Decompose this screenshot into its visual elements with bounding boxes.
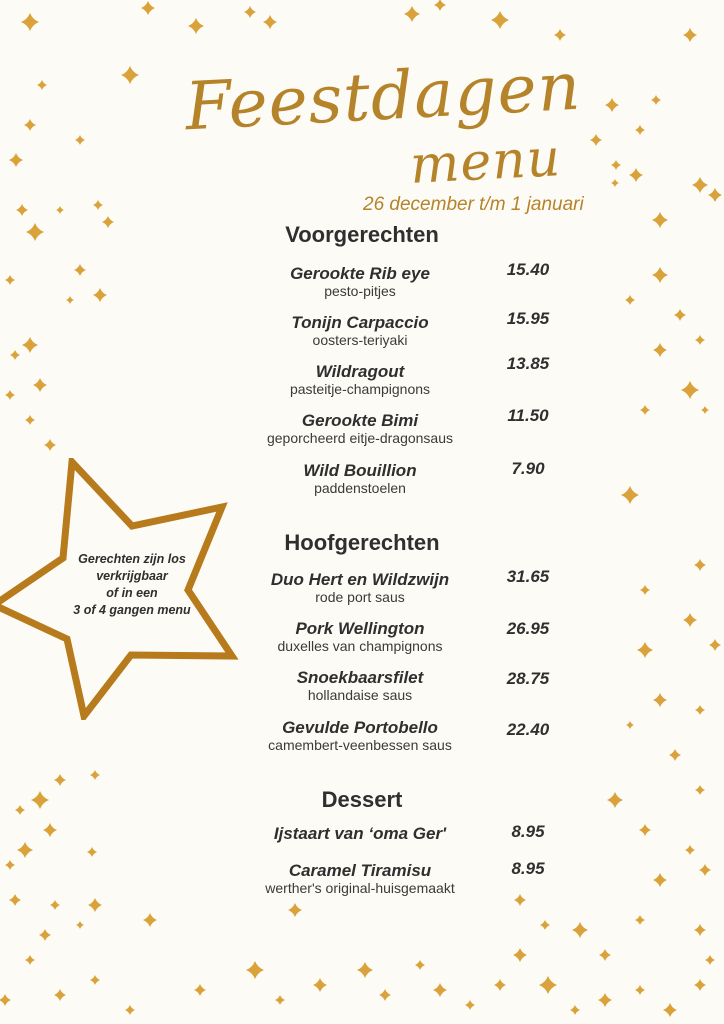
sparkle-star-icon — [540, 920, 550, 930]
title-menu: menu — [408, 128, 563, 196]
dish-price: 8.95 — [511, 822, 545, 841]
sparkle-star-icon — [465, 1000, 475, 1010]
sparkle-star-icon — [434, 0, 446, 11]
sparkle-star-icon — [66, 296, 74, 304]
sparkle-star-icon — [652, 212, 668, 228]
sparkle-star-icon — [635, 125, 645, 135]
sparkle-star-icon — [415, 960, 425, 970]
section-title-voorgerechten: Voorgerechten — [285, 222, 439, 247]
dish-name: Pork Wellington — [295, 619, 425, 638]
dish-name: Wild Bouillion — [303, 461, 417, 480]
sparkle-star-icon — [621, 486, 639, 504]
sparkle-star-icon — [33, 378, 47, 392]
sparkle-star-icon — [5, 860, 15, 870]
sparkle-star-icon — [625, 295, 635, 305]
dish-description: pasteitje-champignons — [289, 381, 431, 397]
sparkle-star-icon — [246, 961, 264, 979]
sparkle-star-icon — [5, 390, 15, 400]
sparkle-star-icon — [639, 824, 651, 836]
sparkle-star-icon — [50, 900, 60, 910]
sparkle-star-icon — [554, 29, 566, 41]
sparkle-star-icon — [640, 585, 650, 595]
sparkle-star-icon — [141, 1, 155, 15]
sparkle-star-icon — [25, 955, 35, 965]
dish-name: Gevulde Portobello — [282, 718, 438, 737]
section-title-dessert: Dessert — [321, 787, 403, 812]
dish-price: 15.40 — [506, 260, 550, 279]
sparkle-star-icon — [194, 984, 206, 996]
dish-name: Wildragout — [315, 362, 405, 381]
dish-price: 15.95 — [506, 309, 550, 328]
sparkle-star-icon — [5, 275, 15, 285]
sparkle-star-icon — [694, 559, 706, 571]
dish-name: Snoekbaarsfilet — [296, 668, 424, 687]
menu-item — [230, 824, 490, 843]
sparkle-star-icon — [357, 962, 373, 978]
sparkle-star-icon — [694, 924, 706, 936]
dish-description: duxelles van champignons — [277, 638, 443, 654]
dish-name: Caramel Tiramisu — [288, 861, 432, 880]
sparkle-star-icon — [76, 921, 84, 929]
sparkle-star-icon — [674, 309, 686, 321]
dish-name: Duo Hert en Wildzwijn — [270, 570, 450, 589]
sparkle-star-icon — [572, 922, 588, 938]
date-range: 26 december t/m 1 januari — [363, 194, 584, 215]
sparkle-star-icon — [653, 873, 667, 887]
dish-price: 22.40 — [506, 720, 550, 739]
dish-price: 26.95 — [506, 619, 550, 638]
sparkle-star-icon — [599, 949, 611, 961]
menu-item — [230, 461, 490, 496]
sparkle-star-icon — [188, 18, 204, 34]
sparkle-star-icon — [90, 975, 100, 985]
sparkle-star-icon — [695, 335, 705, 345]
sparkle-star-icon — [88, 898, 102, 912]
sparkle-star-icon — [635, 985, 645, 995]
dish-price: 11.50 — [507, 406, 549, 425]
sparkle-star-icon — [590, 134, 602, 146]
sparkle-star-icon — [635, 915, 645, 925]
sparkle-star-icon — [288, 903, 302, 917]
sparkle-star-icon — [56, 206, 64, 214]
dish-name: Tonijn Carpaccio — [291, 313, 429, 332]
sparkle-star-icon — [22, 337, 38, 353]
sparkle-star-icon — [695, 705, 705, 715]
sparkle-star-icon — [313, 978, 327, 992]
sparkle-star-icon — [37, 80, 47, 90]
menu-item — [230, 264, 490, 299]
menu-item — [230, 718, 490, 753]
sparkle-star-icon — [683, 28, 697, 42]
sparkle-star-icon — [16, 204, 28, 216]
sparkle-star-icon — [626, 721, 634, 729]
sparkle-star-icon — [433, 983, 447, 997]
dish-description: hollandaise saus — [307, 687, 413, 703]
sparkle-star-icon — [24, 119, 36, 131]
sparkle-star-icon — [494, 979, 506, 991]
note-line: of in een — [106, 586, 158, 600]
sparkle-star-icon — [611, 160, 621, 170]
menu-item — [230, 362, 490, 397]
menu-item — [230, 313, 490, 348]
sparkle-star-icon — [15, 805, 25, 815]
sparkle-star-icon — [102, 216, 114, 228]
dish-price: 28.75 — [506, 669, 550, 688]
sparkle-star-icon — [93, 288, 107, 302]
sparkle-star-icon — [491, 11, 509, 29]
sparkle-star-icon — [10, 350, 20, 360]
sparkle-star-icon — [709, 639, 721, 651]
menu-item — [230, 619, 490, 654]
sparkle-star-icon — [611, 179, 619, 187]
sparkle-star-icon — [607, 792, 623, 808]
sparkle-star-icon — [26, 223, 44, 241]
sparkle-star-icon — [539, 976, 557, 994]
dish-price: 8.95 — [511, 859, 545, 878]
sparkle-star-icon — [25, 415, 35, 425]
sparkle-star-icon — [640, 405, 650, 415]
sparkle-star-icon — [653, 693, 667, 707]
note-line: 3 of 4 gangen menu — [73, 603, 191, 617]
dish-description: geporcheerd eitje-dragonsaus — [266, 430, 453, 446]
sparkle-star-icon — [692, 177, 708, 193]
sparkle-star-icon — [31, 791, 49, 809]
sparkle-star-icon — [598, 993, 612, 1007]
dish-description: paddenstoelen — [314, 480, 406, 496]
sparkle-star-icon — [570, 1005, 580, 1015]
dish-name: Gerookte Bimi — [301, 411, 419, 430]
sparkle-star-icon — [651, 95, 661, 105]
sparkle-star-icon — [605, 98, 619, 112]
title-feestdagen: Feestdagen — [183, 47, 583, 146]
sparkle-star-icon — [43, 823, 57, 837]
dish-description: rode port saus — [315, 589, 405, 605]
dish-name: Ijstaart van ‘oma Ger' — [273, 824, 447, 843]
sparkle-star-icon — [694, 979, 706, 991]
combo-note — [52, 551, 212, 619]
sparkle-star-icon — [404, 6, 420, 22]
sparkle-star-icon — [74, 264, 86, 276]
dish-description: camembert-veenbessen saus — [268, 737, 452, 753]
sparkle-star-icon — [683, 613, 697, 627]
sparkle-star-icon — [244, 6, 256, 18]
section-title-hoofdgerechten: Hoofgerechten — [284, 530, 440, 555]
sparkle-star-icon — [513, 948, 527, 962]
sparkle-star-icon — [379, 989, 391, 1001]
sparkle-star-icon — [699, 864, 711, 876]
sparkle-star-icon — [685, 845, 695, 855]
sparkle-star-icon — [17, 842, 33, 858]
sparkle-star-icon — [54, 774, 66, 786]
dish-price: 13.85 — [506, 354, 550, 373]
sparkle-star-icon — [143, 913, 157, 927]
dish-name: Gerookte Rib eye — [290, 264, 430, 283]
sparkle-star-icon — [9, 153, 23, 167]
sparkle-star-icon — [701, 406, 709, 414]
menu-item — [230, 861, 490, 896]
sparkle-star-icon — [121, 66, 139, 84]
sparkle-star-icon — [637, 642, 653, 658]
dish-price: 31.65 — [506, 567, 550, 586]
sparkle-star-icon — [663, 1003, 677, 1017]
sparkle-star-icon — [652, 267, 668, 283]
sparkle-star-icon — [705, 955, 715, 965]
sparkle-star-icon — [681, 381, 699, 399]
sparkle-star-icon — [514, 894, 526, 906]
sparkle-star-icon — [263, 15, 277, 29]
sparkle-star-icon — [275, 995, 285, 1005]
sparkle-star-icon — [629, 168, 643, 182]
menu-item — [230, 570, 490, 605]
sparkle-star-icon — [653, 343, 667, 357]
sparkle-star-icon — [669, 749, 681, 761]
sparkle-star-icon — [125, 1005, 135, 1015]
sparkle-star-icon — [44, 439, 56, 451]
sparkle-star-icon — [75, 135, 85, 145]
note-line: Gerechten zijn los — [78, 552, 186, 566]
sparkle-star-icon — [87, 847, 97, 857]
sparkle-star-icon — [21, 13, 39, 31]
dish-description: oosters-teriyaki — [312, 332, 408, 348]
sparkle-star-icon — [9, 894, 21, 906]
dish-description: werther's original-huisgemaakt — [265, 880, 455, 896]
sparkle-star-icon — [695, 785, 705, 795]
menu-item — [230, 411, 490, 446]
sparkle-star-icon — [93, 200, 103, 210]
sparkle-star-icon — [708, 188, 722, 202]
sparkle-star-icon — [39, 929, 51, 941]
menu-item — [230, 668, 490, 703]
dish-price: 7.90 — [511, 459, 545, 478]
dish-description: pesto-pitjes — [324, 283, 396, 299]
note-line: verkrijgbaar — [96, 569, 168, 583]
sparkle-star-icon — [90, 770, 100, 780]
sparkle-star-icon — [0, 994, 11, 1006]
sparkle-star-icon — [54, 989, 66, 1001]
